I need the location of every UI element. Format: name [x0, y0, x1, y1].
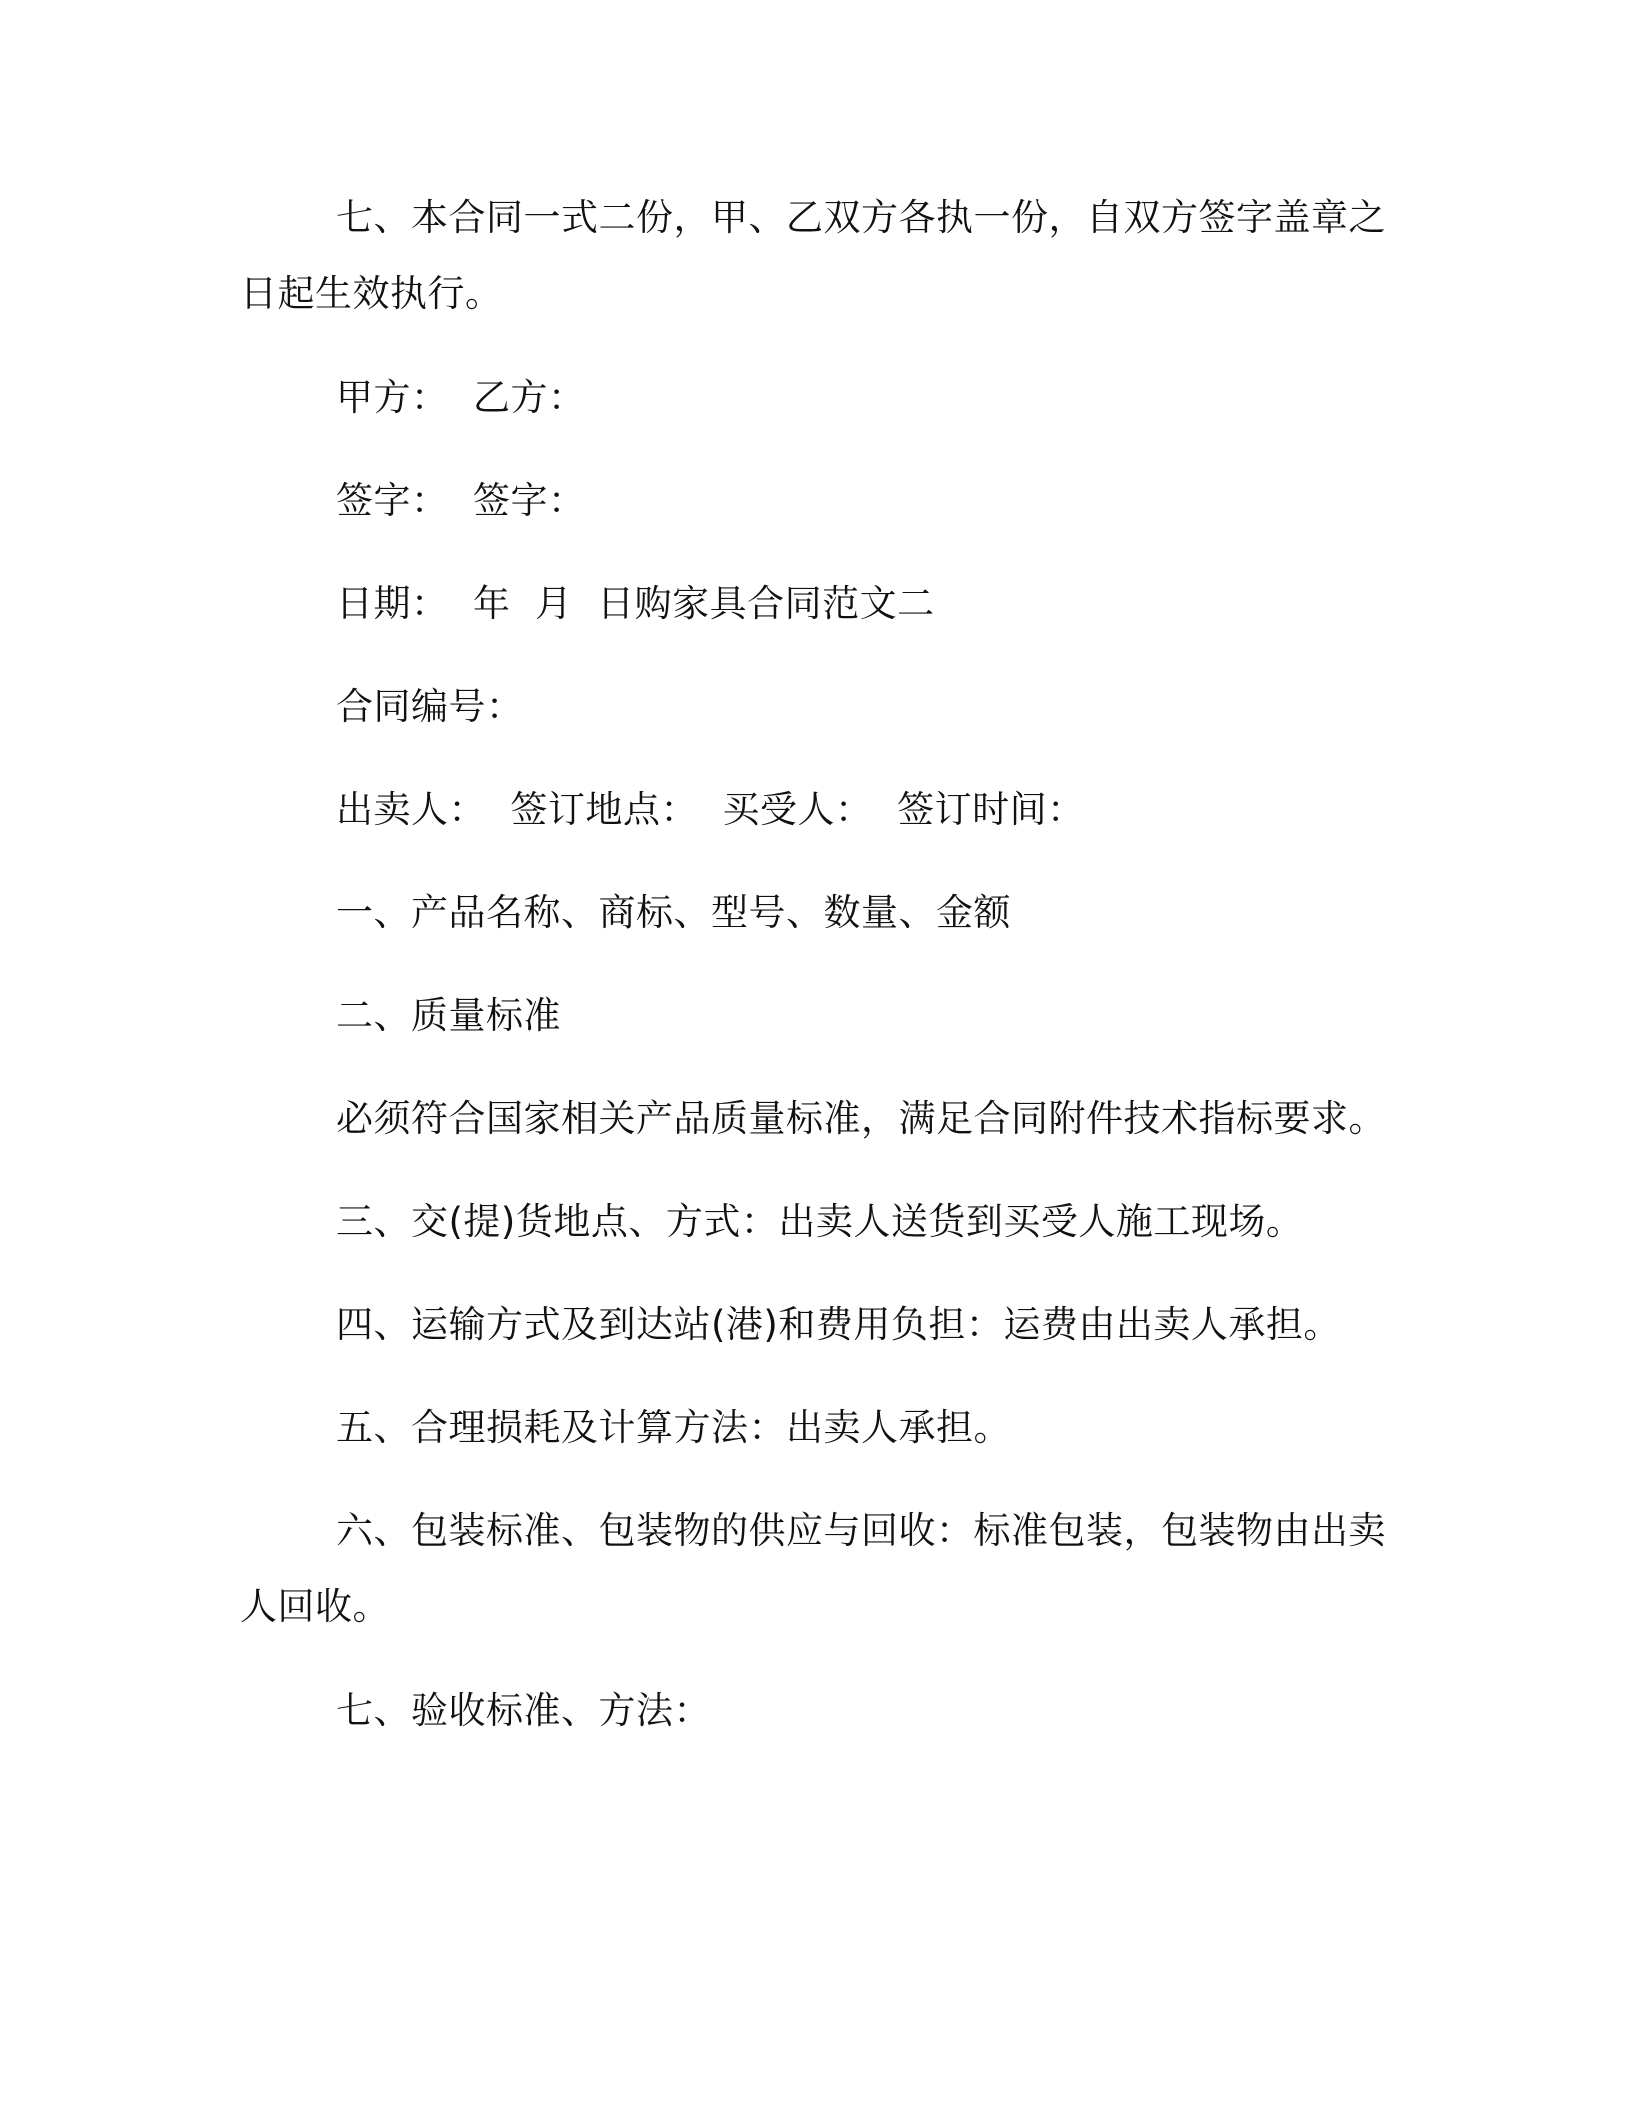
section-four-transport: 四、运输方式及到达站(港)和费用负担：运费由出卖人承担。: [336, 1303, 1341, 1346]
section-two-heading: 二、质量标准: [336, 994, 561, 1037]
party-line: 甲方： 乙方：: [336, 376, 586, 419]
quality-requirement: 必须符合国家相关产品质量标准，满足合同附件技术指标要求。: [336, 1097, 1386, 1140]
signature-line: 签字： 签字：: [336, 479, 586, 522]
section-six-packaging: 六、包装标准、包装物的供应与回收：标准包装，包装物由出卖人回收。: [240, 1509, 1386, 1628]
contract-number: 合同编号：: [336, 685, 524, 728]
section-seven-acceptance: 七、验收标准、方法：: [336, 1689, 711, 1732]
clause-seven-effective: 七、本合同一式二份，甲、乙双方各执一份，自双方签字盖章之日起生效执行。: [240, 196, 1386, 315]
seller-buyer-line: 出卖人： 签订地点： 买受人： 签订时间：: [336, 788, 1085, 831]
section-one-heading: 一、产品名称、商标、型号、数量、金额: [336, 891, 1011, 934]
section-three-delivery: 三、交(提)货地点、方式：出卖人送货到买受人施工现场。: [336, 1200, 1304, 1243]
date-title-line: 日期： 年 月 日购家具合同范文二: [336, 582, 935, 625]
section-five-loss: 五、合理损耗及计算方法：出卖人承担。: [336, 1406, 1011, 1449]
